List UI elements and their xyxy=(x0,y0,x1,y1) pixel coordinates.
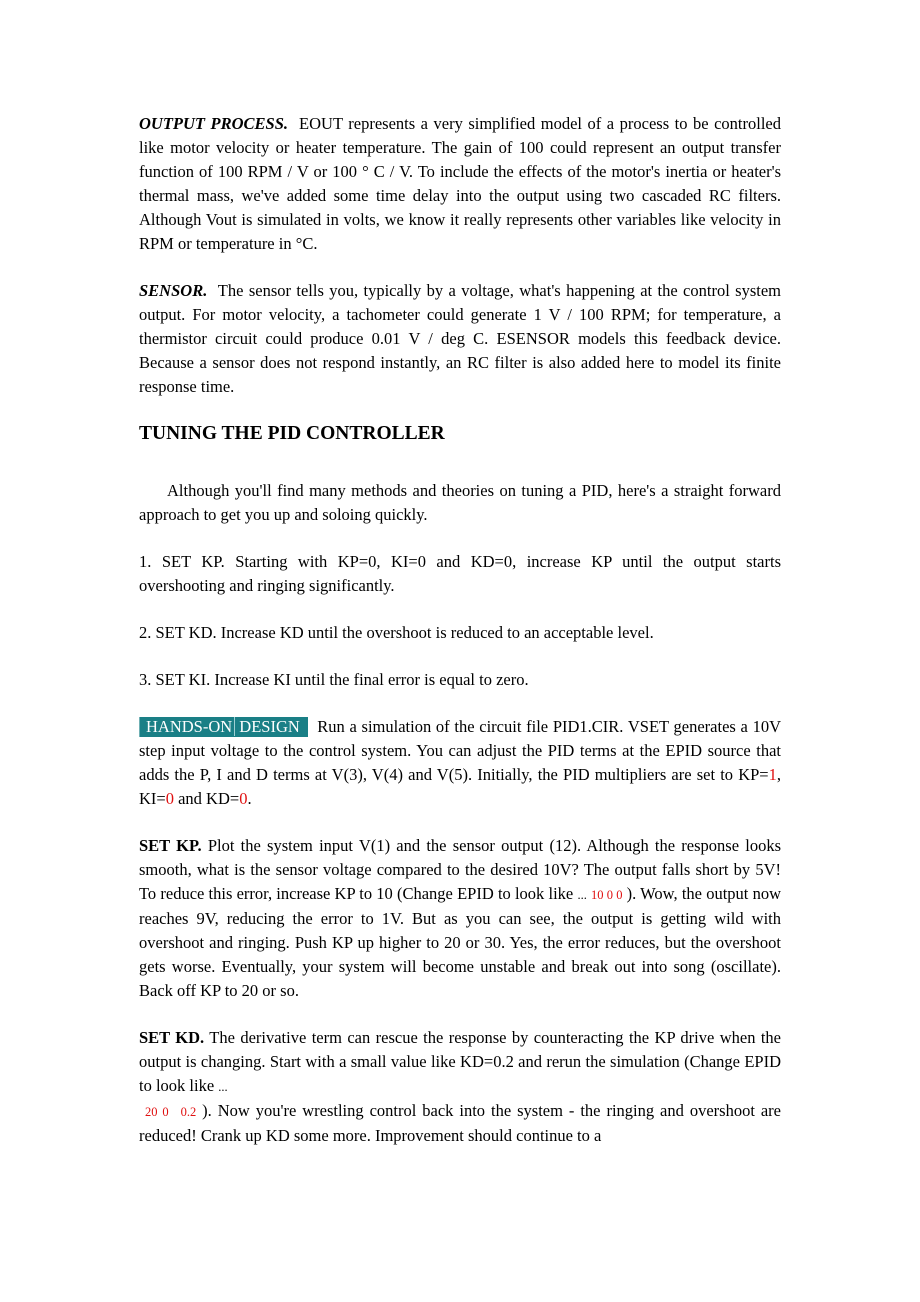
section-title: TUNING THE PID CONTROLLER xyxy=(139,423,445,444)
set-kp-text-a: Plot the system input V(1) and the sensor output (12). Although the response looks smooth, what is the sensor voltage compared to the desired 10V? The output falls short by 5V! To reduce this error, increase KP to 10 (Change EPID to look like xyxy=(139,836,782,903)
set-kd-paragraph xyxy=(139,1026,781,1148)
sensor-heading: SENSOR. xyxy=(139,281,208,300)
set-kd-code-b: 0.2 xyxy=(180,1105,197,1119)
hands-on-paragraph xyxy=(139,715,781,811)
output-process-text: EOUT represents a very simplified model of a process to be controlled like motor velocity or heater temperature. The gain of 100 could represent an output transfer function of 100 RPM / V or 100 ° C / V. To include the effects of the motor's inertia or heater's thermal mass, we've added some time delay into the output using two cascaded RC filters. Although Vout is simulated in volts, we know it really represents other variables like velocity in RPM or temperature in °C. xyxy=(139,114,781,253)
set-kp-paragraph xyxy=(139,834,781,1003)
sensor-paragraph xyxy=(139,279,781,399)
hands-on-badge xyxy=(139,717,308,737)
set-kp-heading: SET KP. xyxy=(139,836,202,855)
step-1: 1. SET KP. Starting with KP=0, KI=0 and KD=0, increase KP until the output starts overshooting and ringing significantly. xyxy=(139,552,781,595)
kp-value: 1 xyxy=(768,765,777,784)
hands-on-end: . xyxy=(247,789,252,808)
hands-on-badge-a: HANDS-ON xyxy=(146,717,233,736)
set-kd-ellipsis: ... xyxy=(218,1080,228,1094)
set-kd-text-a: The derivative term can rescue the response by counteracting the KP drive when the output is changing. Start with a small value like KD=0.2 and rerun the simulation (Change EPID to look like xyxy=(139,1028,782,1095)
document-page xyxy=(139,112,781,1171)
set-kd-heading: SET KD. xyxy=(139,1028,205,1047)
hands-on-text: Run a simulation of the circuit file PID1.CIR. VSET generates a 10V step input voltage to the control system. You can adjust the PID terms at the EPID source that adds the P, I and D terms at V(3), V(4) and V(5). Initially, the PID multipliers are set to xyxy=(139,717,782,784)
output-process-paragraph xyxy=(139,112,781,256)
hands-on-badge-b: DESIGN xyxy=(239,717,300,736)
kd-label: and KD= xyxy=(173,789,240,808)
kp-label: KP= xyxy=(738,765,769,784)
ki-label: , KI= xyxy=(139,765,781,808)
step-2: 2. SET KD. Increase KD until the overshoot is reduced to an acceptable level. xyxy=(139,623,654,642)
set-kp-text-b: ). Wow, the output now reaches 9V, reducing the error to 1V. But as you can see, the output is getting wild with overshoot and ringing. Push KP up higher to 20 or 30. Yes, the error reduces, but the overshoot gets worse. Eventually, your system will become unstable and break out into song (oscillate). Back off KP to 20 or so. xyxy=(139,884,781,1000)
set-kd-code-a: 20 0 xyxy=(144,1105,169,1119)
ki-value: 0 xyxy=(165,789,174,808)
output-process-heading: OUTPUT PROCESS. xyxy=(139,114,288,133)
step-3: 3. SET KI. Increase KI until the final error is equal to zero. xyxy=(139,670,529,689)
set-kp-code: 10 0 0 xyxy=(591,888,623,902)
set-kd-text-b: ). Now you're wrestling control back into the system - the ringing and overshoot are reduced! Crank up KD some more. Improvement should continue to a xyxy=(139,1101,781,1145)
set-kp-ellipsis: ... xyxy=(577,888,587,902)
sensor-text: The sensor tells you, typically by a voltage, what's happening at the control system output. For motor velocity, a tachometer could generate 1 V / 100 RPM; for temperature, a thermistor circuit could produce 0.01 V / deg C. ESENSOR models this feedback device. Because a sensor does not respond instantly, an RC filter is also added here to model its finite response time. xyxy=(139,281,781,396)
kd-value: 0 xyxy=(239,789,248,808)
intro-paragraph: Although you'll find many methods and theories on tuning a PID, here's a straight forward approach to get you up and soloing quickly. xyxy=(139,481,781,524)
